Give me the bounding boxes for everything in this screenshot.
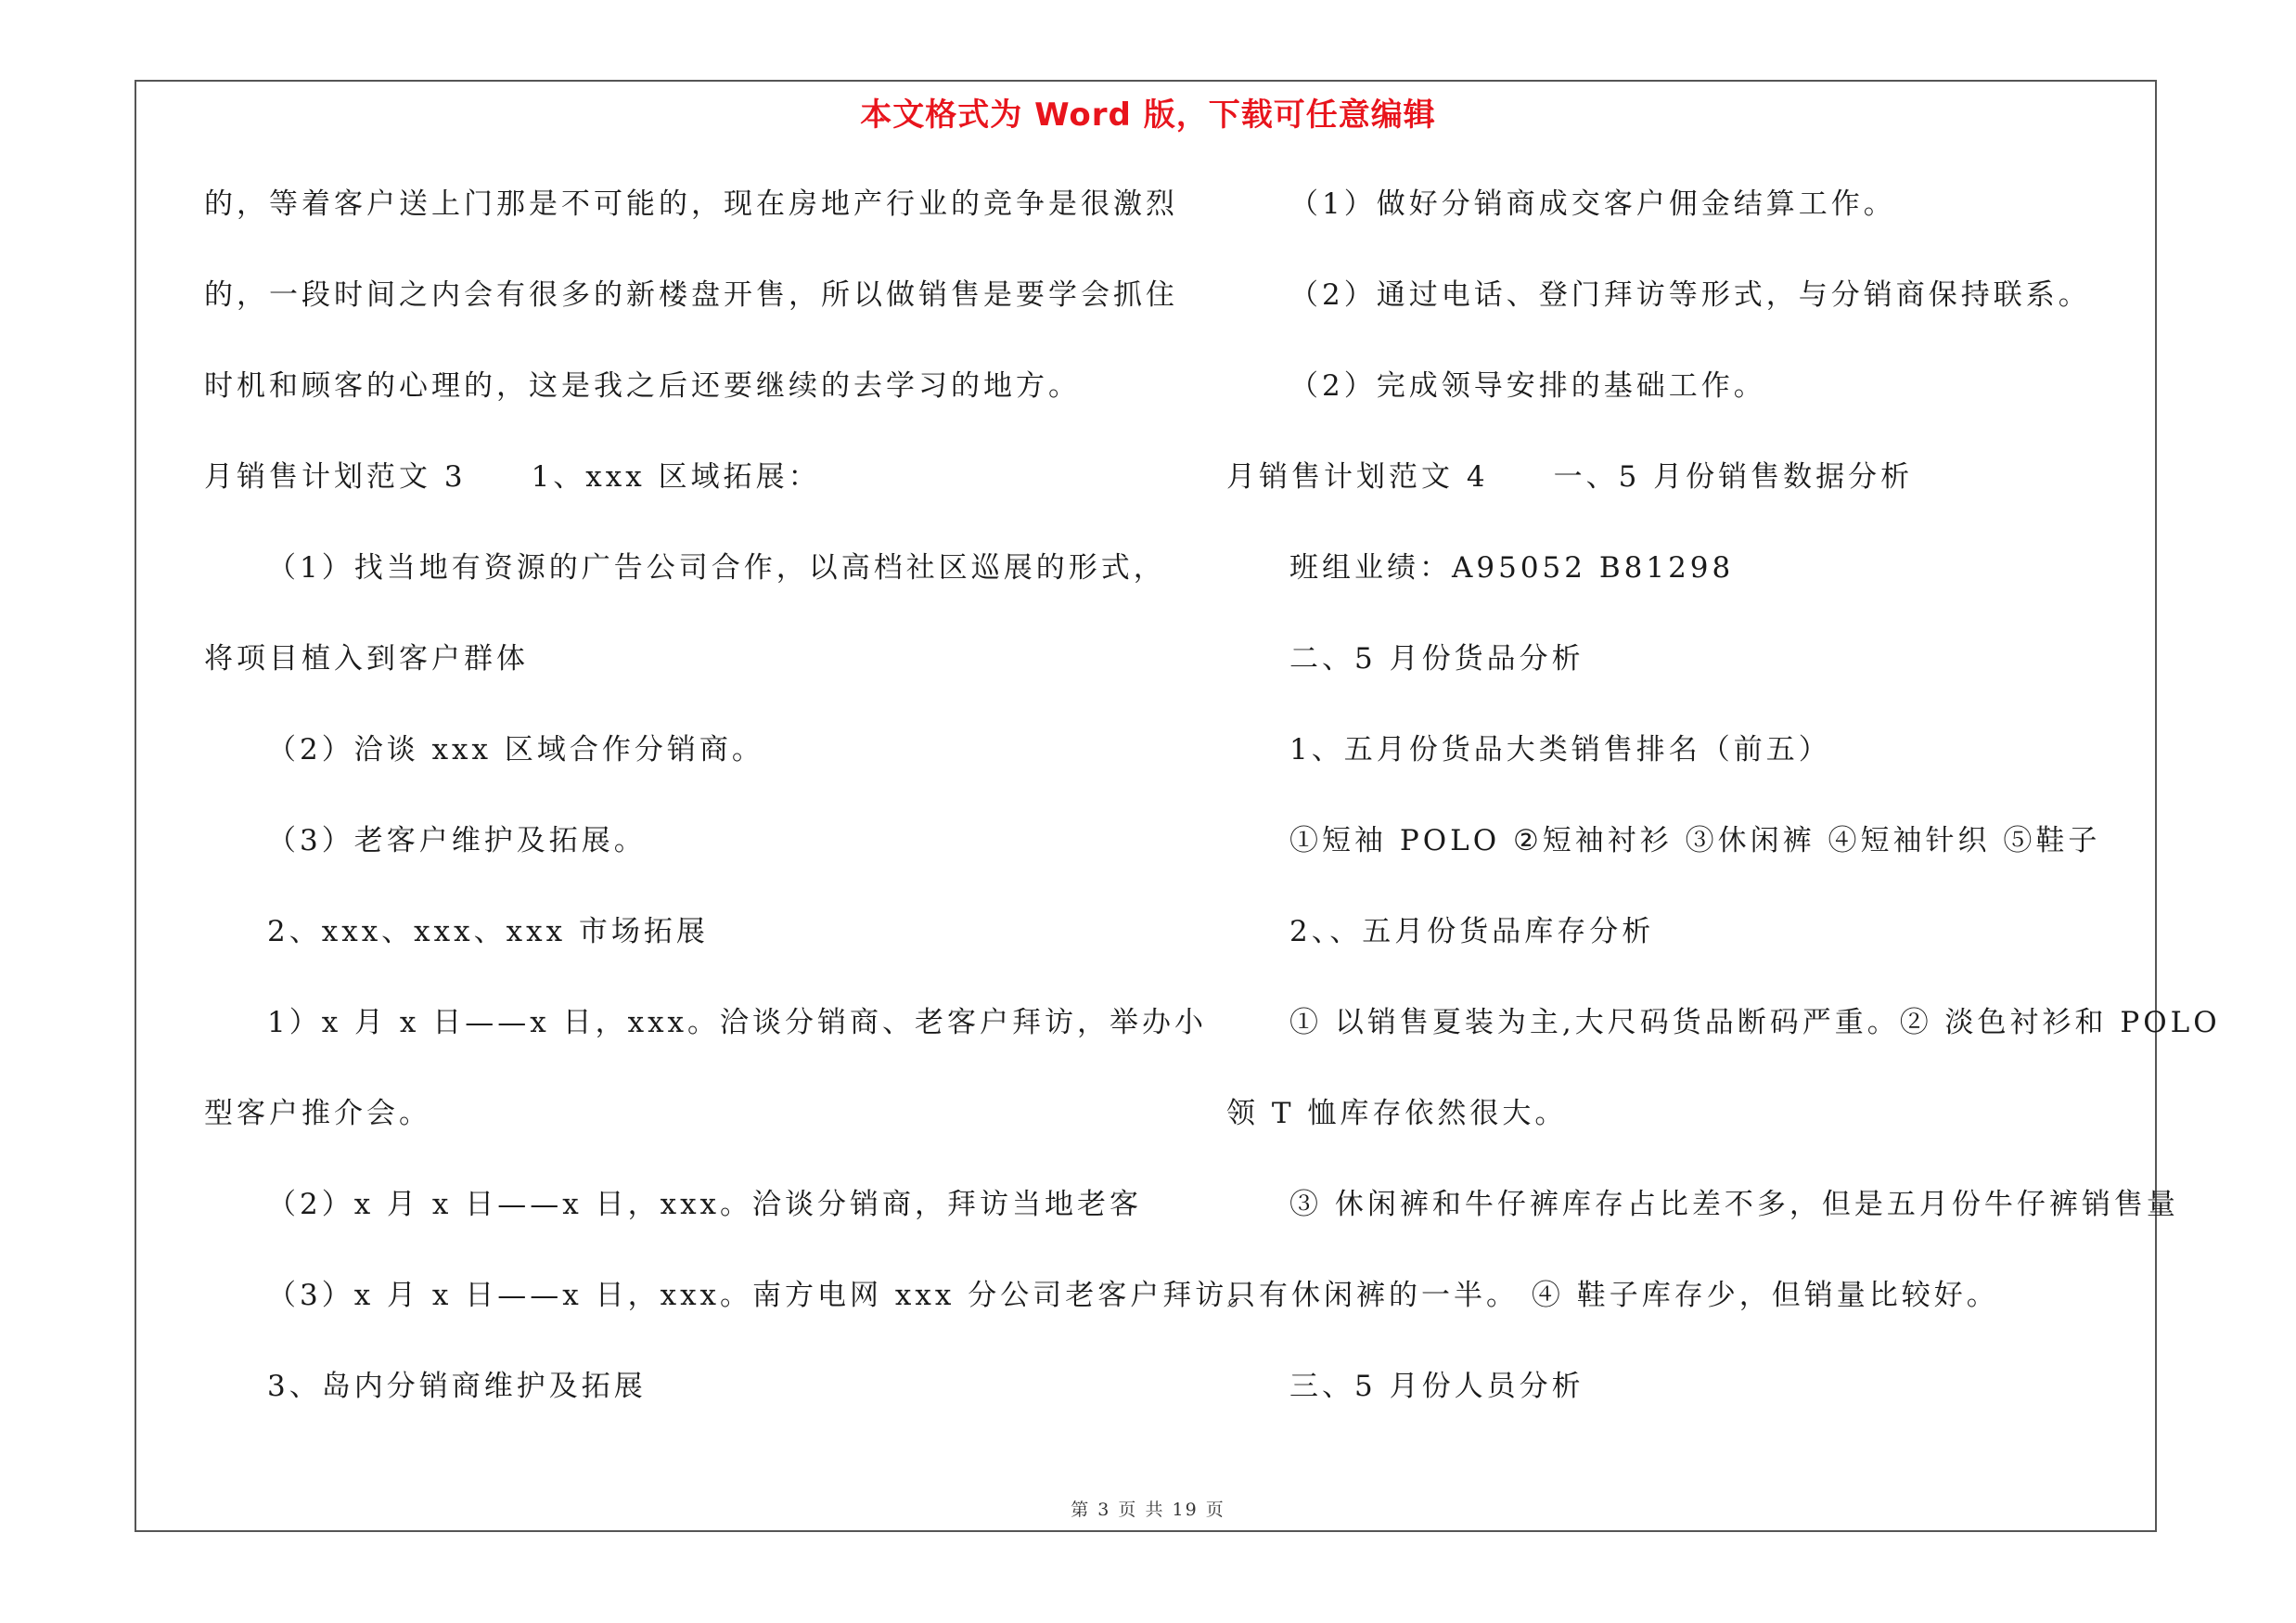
paragraph-line: （2）完成领导安排的基础工作。: [1289, 369, 1766, 403]
section-heading: 月销售计划范文 3 1、xxx 区域拓展：: [204, 460, 821, 494]
section-heading: 月销售计划范文 4 一、5 月份销售数据分析: [1226, 460, 1914, 494]
document-header-title: 本文格式为 Word 版，下载可任意编辑: [860, 97, 1436, 134]
paragraph-line: 的，等着客户送上门那是不可能的，现在房地产行业的竞争是很激烈: [204, 187, 1178, 221]
paragraph-line: 只有休闲裤的一半。 ④ 鞋子库存少，但销量比较好。: [1226, 1279, 1999, 1312]
paragraph-line: 型客户推介会。: [204, 1097, 431, 1130]
paragraph-line: 1）x 月 x 日——x 日，xxx。洽谈分销商、老客户拜访，举办小: [267, 1006, 1208, 1039]
paragraph-line: ③ 休闲裤和牛仔裤库存占比差不多，但是五月份牛仔裤销售量: [1289, 1188, 2179, 1221]
paragraph-line: （1）找当地有资源的广告公司合作，以高档社区巡展的形式，: [267, 551, 1166, 585]
paragraph-line: 2、xxx、xxx、xxx 市场拓展: [267, 915, 709, 948]
paragraph-line: 二、5 月份货品分析: [1289, 642, 1584, 676]
paragraph-line: 将项目植入到客户群体: [204, 642, 529, 676]
paragraph-line: 1、五月份货品大类销售排名（前五）: [1289, 733, 1831, 766]
paragraph-line: 3、岛内分销商维护及拓展: [267, 1370, 647, 1403]
paragraph-line: （2）通过电话、登门拜访等形式，与分销商保持联系。: [1289, 278, 2091, 312]
paragraph-line: 班组业绩：A95052 B81298: [1289, 551, 1735, 585]
paragraph-line: （2）x 月 x 日——x 日，xxx。洽谈分销商，拜访当地老客: [267, 1188, 1143, 1221]
paragraph-line: （1）做好分销商成交客户佣金结算工作。: [1289, 187, 1896, 221]
paragraph-line: 三、5 月份人员分析: [1289, 1370, 1584, 1403]
paragraph-line: 领 T 恤库存依然很大。: [1226, 1097, 1568, 1130]
paragraph-line: 2、、五月份货品库存分析: [1289, 915, 1655, 948]
paragraph-line: ①短袖 POLO ②短袖衬衫 ③休闲裤 ④短袖针织 ⑤鞋子: [1289, 824, 2101, 857]
page-number-footer: 第 3 页 共 19 页: [1071, 1500, 1225, 1520]
paragraph-line: （3）老客户维护及拓展。: [267, 824, 647, 857]
paragraph-line: （3）x 月 x 日——x 日，xxx。南方电网 xxx 分公司老客户拜访。: [267, 1279, 1261, 1312]
paragraph-line: ① 以销售夏装为主,大尺码货品断码严重。② 淡色衬衫和 POLO: [1289, 1006, 2221, 1039]
paragraph-line: 的，一段时间之内会有很多的新楼盘开售，所以做销售是要学会抓住: [204, 278, 1178, 312]
paragraph-line: 时机和顾客的心理的，这是我之后还要继续的去学习的地方。: [204, 369, 1081, 403]
paragraph-line: （2）洽谈 xxx 区域合作分销商。: [267, 733, 764, 766]
